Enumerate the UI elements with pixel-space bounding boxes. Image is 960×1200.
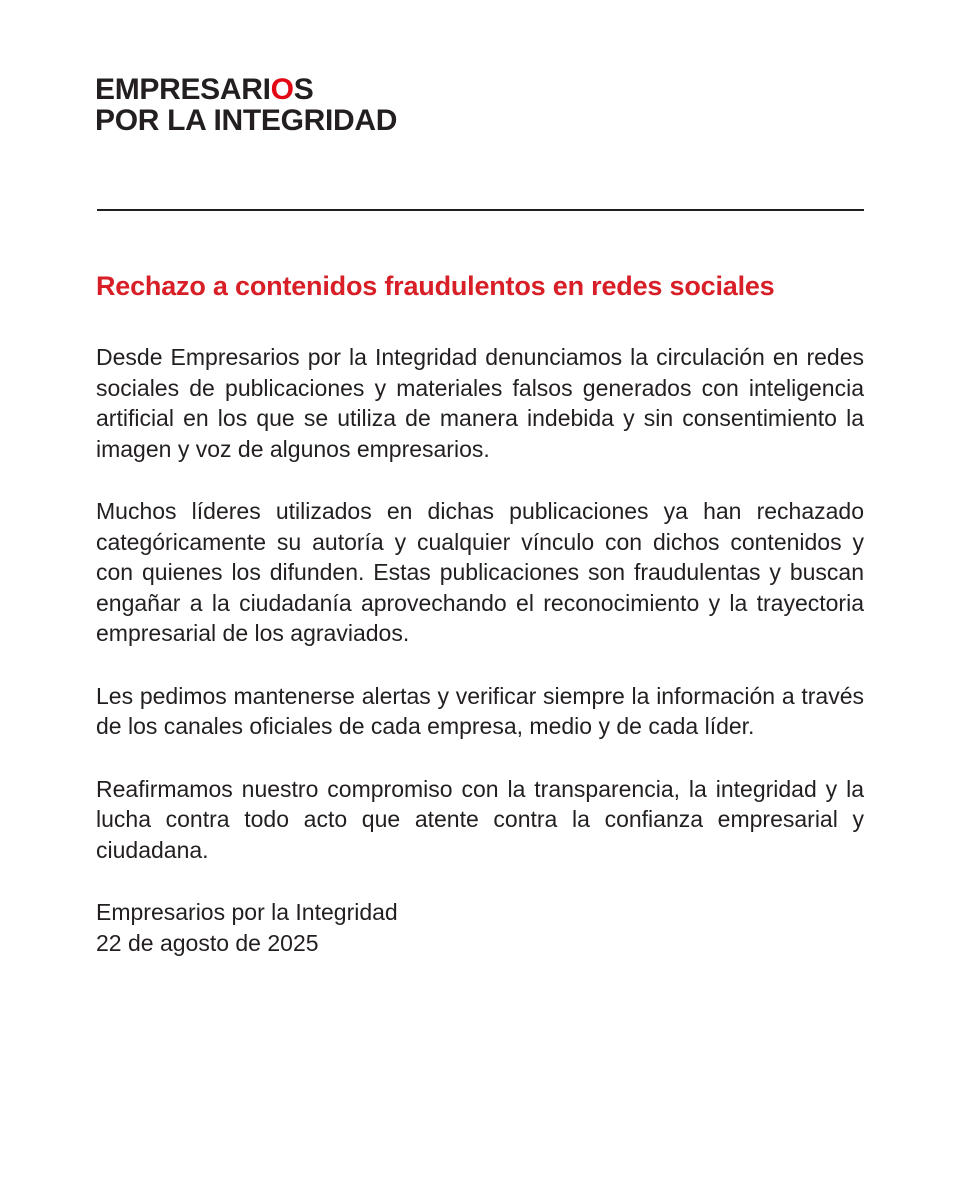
logo-line-1: EMPRESARIOS — [95, 73, 314, 106]
signature-date: 22 de agosto de 2025 — [96, 929, 319, 956]
logo-line-2: POR LA INTEGRIDAD — [95, 104, 398, 137]
paragraph-2: Muchos líderes utilizados en dichas publicaciones ya han rechazado categóricamente su autoría y cualquier vínculo con dichos contenidos y con quienes los difunden. Estas publicaciones son fraudulentas y buscan engañar a la ciudadanía aprovechando el reconocimiento y la trayectoria empresarial de los agraviados. — [96, 498, 864, 646]
organization-logo — [95, 74, 397, 136]
statement-body — [96, 342, 864, 958]
signature-block — [96, 897, 864, 958]
logo-accent-letter: O — [270, 73, 294, 106]
paragraph-3: Les pedimos mantenerse alertas y verificar siempre la información a través de los canales oficiales de cada empresa, medio y de cada líder. — [96, 682, 864, 739]
signature-organization: Empresarios por la Integridad — [96, 899, 398, 925]
paragraph-4: Reafirmamos nuestro compromiso con la transparencia, la integridad y la lucha contra todo acto que atente contra la confianza empresarial y ciudadana. — [96, 775, 864, 863]
statement-title: Rechazo a contenidos fraudulentos en redes sociales — [96, 271, 775, 301]
paragraph-1: Desde Empresarios por la Integridad denunciamos la circulación en redes sociales de publicaciones y materiales falsos generados con inteligencia artificial en los que se utiliza de manera indebida y sin consentimiento la imagen y voz de algunos empresarios. — [96, 344, 864, 462]
header-divider — [97, 209, 864, 211]
